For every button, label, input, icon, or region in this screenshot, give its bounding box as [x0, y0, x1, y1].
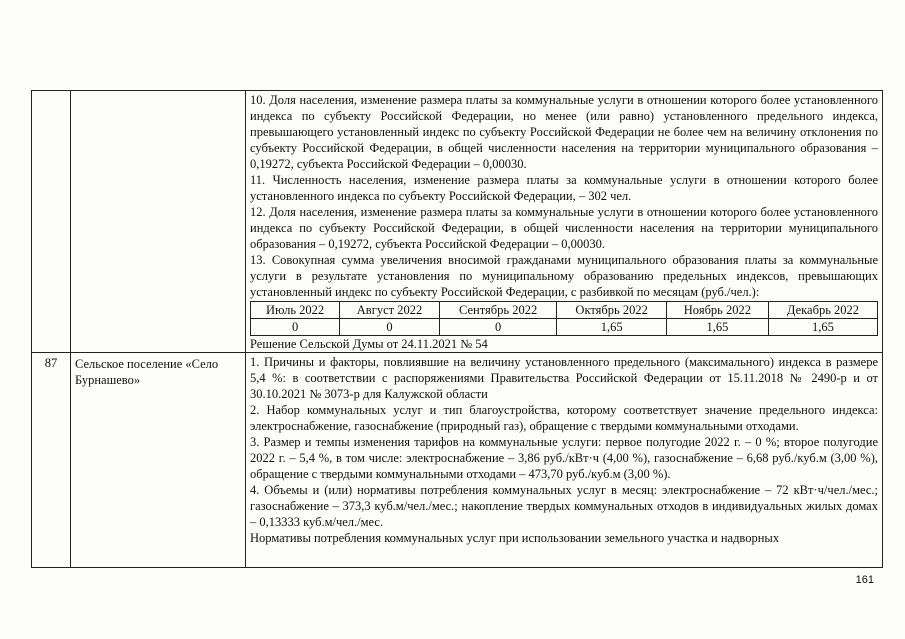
table-row: [32, 352, 882, 567]
month-value: 1,65: [666, 319, 768, 336]
paragraph: 1. Причины и факторы, повлиявшие на величину установленного предельного (максимального) индекса в размере 5,4 %: в соответствии с распоряжениями Правительства Российской Федерации от 15.11.2018 № 2490-р и от 30.10.2021 № 3073-р для Калужской области: [250, 355, 878, 401]
paragraph: 10. Доля населения, изменение размера платы за коммунальные услуги в отношении которого более установленного индекса по субъекту Российской Федерации, но менее (или равно) установленного предельного индекса, превышающего установленный индекс по субъекту Российской Федерации не более чем на величину отклонения по субъекту Российской Федерации, в общей численности населения на территории муниципального образования – 0,19272, субъекта Российской Федерации – 0,00030.: [250, 93, 878, 171]
month-value: 0: [251, 319, 340, 336]
month-value: 1,65: [768, 319, 877, 336]
month-header: Ноябрь 2022: [666, 302, 768, 319]
paragraph: Нормативы потребления коммунальных услуг при использовании земельного участка и надворных: [250, 531, 780, 545]
description-cell: [246, 91, 882, 352]
document-table: [31, 90, 883, 568]
row-number-cell: 87: [32, 353, 71, 567]
paragraph: 4. Объемы и (или) нормативы потребления коммунальных услуг в месяц: электроснабжение – 72 кВт·ч/чел./мес.; газоснабжение – 373,3 куб.м/чел./мес.; накопление твердых коммунальных отходов в индивидуальных жилых домах – 0,13333 куб.м/чел./мес.: [250, 483, 878, 529]
month-header: Сентябрь 2022: [439, 302, 557, 319]
table-row: [32, 91, 882, 352]
paragraph: 2. Набор коммунальных услуг и тип благоустройства, которому соответствует значение предельного индекса: электроснабжение, газоснабжение (природный газ), обращение с твердыми коммунальными отходами.: [250, 403, 878, 433]
page-number: 161: [855, 574, 874, 586]
paragraph: 11. Численность населения, изменение размера платы за коммунальные услуги в отношении которого более установленного индекса по субъекту Российской Федерации, – 302 чел.: [250, 173, 878, 203]
month-value: 0: [340, 319, 440, 336]
month-value: 0: [439, 319, 557, 336]
monthly-increase-table: [250, 301, 878, 336]
paragraph: 13. Совокупная сумма увеличения вносимой гражданами муниципального образования платы за коммунальные услуги в результате установления по муниципальному образованию предельных индексов, превышающих установленный индекс по субъекту Российской Федерации, с разбивкой по месяцам (руб./чел.):: [250, 253, 878, 299]
months-value-row: [251, 319, 878, 336]
month-header: Декабрь 2022: [768, 302, 877, 319]
month-header: Октябрь 2022: [557, 302, 666, 319]
months-header-row: [251, 302, 878, 319]
paragraph: 3. Размер и темпы изменения тарифов на коммунальные услуги: первое полугодие 2022 г. – 0 %; второе полугодие 2022 г. – 5,4 %, в том числе: электроснабжение – 3,86 руб./кВт·ч (4,00 %), газоснабжение – 6,68 руб./куб.м (3,00 %), обращение с твердыми коммунальными отходами – 473,70 руб./куб.м (3,00 %).: [250, 435, 878, 481]
row-number-cell: [32, 91, 71, 352]
month-header: Август 2022: [340, 302, 440, 319]
municipality-cell: Сельское поселение «Село Бурнашево»: [71, 353, 246, 567]
decision-reference: Решение Сельской Думы от 24.11.2021 № 54: [250, 337, 488, 351]
description-cell: [246, 353, 882, 567]
municipality-cell: [71, 91, 246, 352]
month-header: Июль 2022: [251, 302, 340, 319]
paragraph: 12. Доля населения, изменение размера платы за коммунальные услуги в отношении которого более установленного индекса по субъекту Российской Федерации, в общей численности населения на территории муниципального образования – 0,19272, субъекта Российской Федерации – 0,00030.: [250, 205, 878, 251]
month-value: 1,65: [557, 319, 666, 336]
